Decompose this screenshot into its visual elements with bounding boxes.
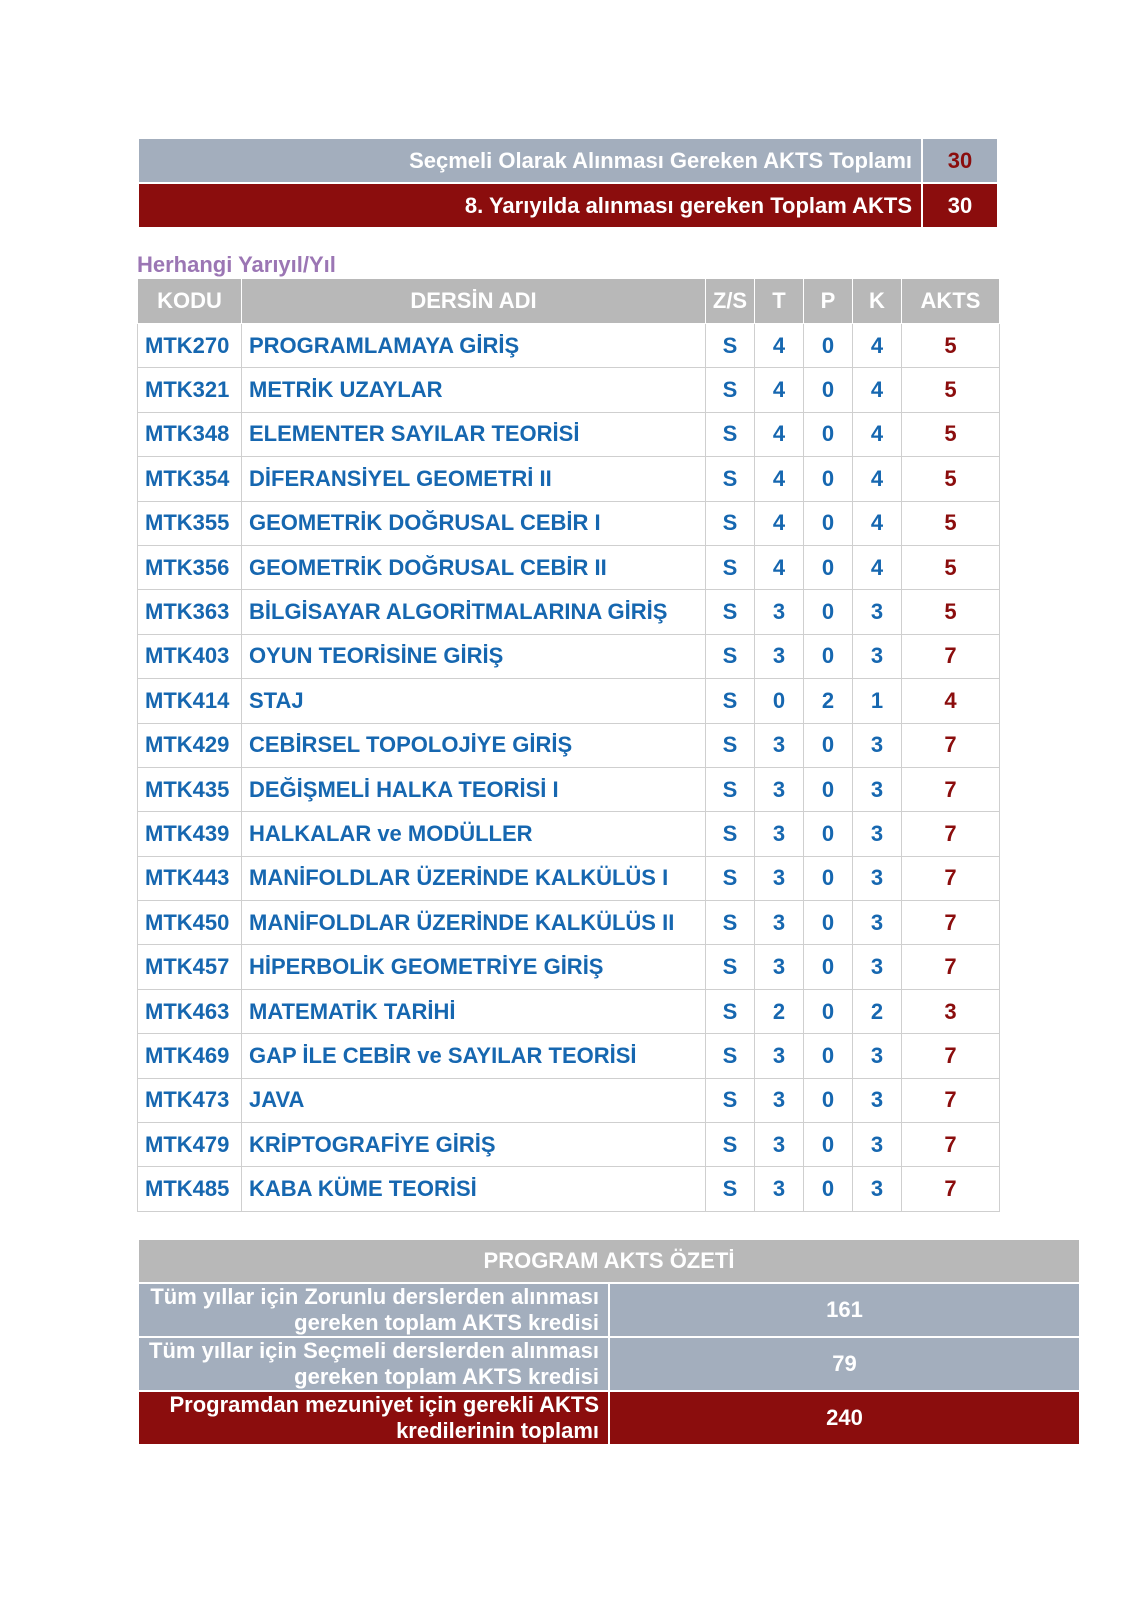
elective-akts-label: Seçmeli Olarak Alınması Gereken AKTS Toplamı xyxy=(138,138,922,183)
table-row xyxy=(138,457,1000,501)
table-row xyxy=(138,368,1000,412)
course-zs: S xyxy=(706,1123,755,1167)
table-row xyxy=(138,723,1000,767)
course-code: MTK439 xyxy=(138,812,242,856)
course-zs: S xyxy=(706,723,755,767)
course-name: JAVA xyxy=(242,1078,706,1122)
course-t: 3 xyxy=(755,723,804,767)
course-table xyxy=(137,278,1000,1212)
course-akts: 7 xyxy=(902,634,1000,678)
course-k: 1 xyxy=(853,679,902,723)
header-zs: Z/S xyxy=(706,279,755,324)
course-k: 3 xyxy=(853,1034,902,1078)
table-header-row xyxy=(138,279,1000,324)
course-zs: S xyxy=(706,457,755,501)
course-k: 4 xyxy=(853,501,902,545)
course-k: 4 xyxy=(853,324,902,368)
course-code: MTK457 xyxy=(138,945,242,989)
course-p: 0 xyxy=(804,634,853,678)
table-row xyxy=(138,412,1000,456)
table-row xyxy=(138,501,1000,545)
course-t: 3 xyxy=(755,901,804,945)
course-name: ELEMENTER SAYILAR TEORİSİ xyxy=(242,412,706,456)
header-code: KODU xyxy=(138,279,242,324)
table-row xyxy=(138,679,1000,723)
semester-akts-row xyxy=(138,183,998,228)
course-p: 0 xyxy=(804,501,853,545)
mandatory-total-value: 161 xyxy=(609,1283,1080,1337)
course-name: GEOMETRİK DOĞRUSAL CEBİR I xyxy=(242,501,706,545)
course-code: MTK485 xyxy=(138,1167,242,1211)
course-akts: 7 xyxy=(902,1034,1000,1078)
course-akts: 5 xyxy=(902,457,1000,501)
course-k: 4 xyxy=(853,412,902,456)
table-row xyxy=(138,1078,1000,1122)
course-zs: S xyxy=(706,412,755,456)
course-k: 3 xyxy=(853,856,902,900)
elective-total-row xyxy=(138,1337,1080,1391)
course-akts: 5 xyxy=(902,501,1000,545)
table-row xyxy=(138,634,1000,678)
course-akts: 7 xyxy=(902,723,1000,767)
course-name: KABA KÜME TEORİSİ xyxy=(242,1167,706,1211)
course-k: 3 xyxy=(853,1123,902,1167)
course-code: MTK414 xyxy=(138,679,242,723)
course-zs: S xyxy=(706,1034,755,1078)
course-code: MTK270 xyxy=(138,324,242,368)
table-row xyxy=(138,856,1000,900)
table-row xyxy=(138,812,1000,856)
course-zs: S xyxy=(706,1167,755,1211)
course-name: STAJ xyxy=(242,679,706,723)
header-k: K xyxy=(853,279,902,324)
elective-total-value: 79 xyxy=(609,1337,1080,1391)
graduation-total-value: 240 xyxy=(609,1391,1080,1445)
course-k: 4 xyxy=(853,545,902,589)
course-p: 0 xyxy=(804,368,853,412)
course-akts: 7 xyxy=(902,767,1000,811)
program-akts-summary xyxy=(137,1238,1081,1446)
elective-total-label: Tüm yıllar için Seçmeli derslerden alınması gereken toplam AKTS kredisi xyxy=(138,1337,609,1391)
course-code: MTK479 xyxy=(138,1123,242,1167)
table-row xyxy=(138,590,1000,634)
course-name: MANİFOLDLAR ÜZERİNDE KALKÜLÜS I xyxy=(242,856,706,900)
course-k: 3 xyxy=(853,1167,902,1211)
course-t: 3 xyxy=(755,590,804,634)
course-t: 3 xyxy=(755,945,804,989)
course-akts: 7 xyxy=(902,901,1000,945)
course-p: 0 xyxy=(804,1078,853,1122)
course-code: MTK403 xyxy=(138,634,242,678)
course-k: 3 xyxy=(853,812,902,856)
table-row xyxy=(138,767,1000,811)
course-p: 0 xyxy=(804,989,853,1033)
course-name: METRİK UZAYLAR xyxy=(242,368,706,412)
course-akts: 7 xyxy=(902,1078,1000,1122)
course-name: CEBİRSEL TOPOLOJİYE GİRİŞ xyxy=(242,723,706,767)
course-zs: S xyxy=(706,856,755,900)
course-p: 0 xyxy=(804,723,853,767)
course-p: 0 xyxy=(804,324,853,368)
mandatory-total-row xyxy=(138,1283,1080,1337)
graduation-total-label: Programdan mezuniyet için gerekli AKTS kredilerinin toplamı xyxy=(138,1391,609,1445)
course-zs: S xyxy=(706,501,755,545)
course-code: MTK321 xyxy=(138,368,242,412)
course-k: 3 xyxy=(853,723,902,767)
course-zs: S xyxy=(706,767,755,811)
table-row xyxy=(138,1167,1000,1211)
course-t: 0 xyxy=(755,679,804,723)
course-akts: 3 xyxy=(902,989,1000,1033)
course-akts: 4 xyxy=(902,679,1000,723)
course-p: 0 xyxy=(804,1123,853,1167)
course-zs: S xyxy=(706,901,755,945)
course-t: 3 xyxy=(755,856,804,900)
course-p: 0 xyxy=(804,457,853,501)
course-k: 3 xyxy=(853,901,902,945)
course-name: HALKALAR ve MODÜLLER xyxy=(242,812,706,856)
table-row xyxy=(138,901,1000,945)
course-code: MTK473 xyxy=(138,1078,242,1122)
course-k: 2 xyxy=(853,989,902,1033)
course-name: GAP İLE CEBİR ve SAYILAR TEORİSİ xyxy=(242,1034,706,1078)
header-t: T xyxy=(755,279,804,324)
course-name: KRİPTOGRAFİYE GİRİŞ xyxy=(242,1123,706,1167)
semester-akts-value: 30 xyxy=(922,183,998,228)
course-t: 3 xyxy=(755,1123,804,1167)
course-k: 3 xyxy=(853,1078,902,1122)
course-zs: S xyxy=(706,989,755,1033)
course-zs: S xyxy=(706,1078,755,1122)
course-p: 0 xyxy=(804,1167,853,1211)
table-row xyxy=(138,945,1000,989)
course-p: 0 xyxy=(804,412,853,456)
course-p: 0 xyxy=(804,545,853,589)
course-p: 0 xyxy=(804,945,853,989)
header-name: DERSİN ADI xyxy=(242,279,706,324)
course-code: MTK450 xyxy=(138,901,242,945)
table-row xyxy=(138,989,1000,1033)
table-row xyxy=(138,1034,1000,1078)
course-t: 2 xyxy=(755,989,804,1033)
course-zs: S xyxy=(706,324,755,368)
course-akts: 5 xyxy=(902,412,1000,456)
program-summary-title: PROGRAM AKTS ÖZETİ xyxy=(138,1239,1080,1283)
course-t: 3 xyxy=(755,767,804,811)
course-zs: S xyxy=(706,545,755,589)
course-p: 0 xyxy=(804,767,853,811)
course-t: 4 xyxy=(755,412,804,456)
course-t: 4 xyxy=(755,368,804,412)
course-akts: 5 xyxy=(902,368,1000,412)
course-code: MTK348 xyxy=(138,412,242,456)
semester-summary-table xyxy=(137,137,999,229)
section-heading: Herhangi Yarıyıl/Yıl xyxy=(137,252,336,277)
course-name: PROGRAMLAMAYA GİRİŞ xyxy=(242,324,706,368)
course-name: MATEMATİK TARİHİ xyxy=(242,989,706,1033)
table-row xyxy=(138,1123,1000,1167)
course-akts: 5 xyxy=(902,545,1000,589)
course-p: 2 xyxy=(804,679,853,723)
table-row xyxy=(138,324,1000,368)
course-code: MTK443 xyxy=(138,856,242,900)
course-zs: S xyxy=(706,634,755,678)
header-akts: AKTS xyxy=(902,279,1000,324)
course-k: 3 xyxy=(853,945,902,989)
course-akts: 7 xyxy=(902,1167,1000,1211)
course-t: 3 xyxy=(755,1167,804,1211)
course-akts: 7 xyxy=(902,812,1000,856)
course-k: 3 xyxy=(853,634,902,678)
course-akts: 7 xyxy=(902,1123,1000,1167)
elective-akts-value: 30 xyxy=(922,138,998,183)
course-k: 4 xyxy=(853,368,902,412)
course-code: MTK354 xyxy=(138,457,242,501)
course-zs: S xyxy=(706,945,755,989)
course-p: 0 xyxy=(804,901,853,945)
course-code: MTK469 xyxy=(138,1034,242,1078)
course-code: MTK355 xyxy=(138,501,242,545)
course-name: HİPERBOLİK GEOMETRİYE GİRİŞ xyxy=(242,945,706,989)
course-t: 3 xyxy=(755,634,804,678)
course-zs: S xyxy=(706,368,755,412)
course-zs: S xyxy=(706,679,755,723)
course-code: MTK463 xyxy=(138,989,242,1033)
course-t: 3 xyxy=(755,812,804,856)
course-t: 3 xyxy=(755,1034,804,1078)
course-p: 0 xyxy=(804,812,853,856)
course-k: 3 xyxy=(853,590,902,634)
mandatory-total-label: Tüm yıllar için Zorunlu derslerden alınması gereken toplam AKTS kredisi xyxy=(138,1283,609,1337)
course-name: DEĞİŞMELİ HALKA TEORİSİ I xyxy=(242,767,706,811)
course-k: 3 xyxy=(853,767,902,811)
course-akts: 7 xyxy=(902,856,1000,900)
course-name: GEOMETRİK DOĞRUSAL CEBİR II xyxy=(242,545,706,589)
course-t: 4 xyxy=(755,324,804,368)
course-t: 3 xyxy=(755,1078,804,1122)
course-code: MTK429 xyxy=(138,723,242,767)
course-name: BİLGİSAYAR ALGORİTMALARINA GİRİŞ xyxy=(242,590,706,634)
course-k: 4 xyxy=(853,457,902,501)
course-p: 0 xyxy=(804,856,853,900)
course-t: 4 xyxy=(755,457,804,501)
course-name: DİFERANSİYEL GEOMETRİ II xyxy=(242,457,706,501)
course-zs: S xyxy=(706,590,755,634)
course-name: OYUN TEORİSİNE GİRİŞ xyxy=(242,634,706,678)
course-akts: 5 xyxy=(902,324,1000,368)
course-zs: S xyxy=(706,812,755,856)
program-summary-header-row xyxy=(138,1239,1080,1283)
course-p: 0 xyxy=(804,590,853,634)
course-code: MTK363 xyxy=(138,590,242,634)
course-akts: 7 xyxy=(902,945,1000,989)
graduation-total-row xyxy=(138,1391,1080,1445)
course-akts: 5 xyxy=(902,590,1000,634)
table-row xyxy=(138,545,1000,589)
course-t: 4 xyxy=(755,501,804,545)
course-t: 4 xyxy=(755,545,804,589)
semester-akts-label: 8. Yarıyılda alınması gereken Toplam AKTS xyxy=(138,183,922,228)
header-p: P xyxy=(804,279,853,324)
course-name: MANİFOLDLAR ÜZERİNDE KALKÜLÜS II xyxy=(242,901,706,945)
elective-akts-row xyxy=(138,138,998,183)
course-p: 0 xyxy=(804,1034,853,1078)
course-code: MTK435 xyxy=(138,767,242,811)
course-code: MTK356 xyxy=(138,545,242,589)
